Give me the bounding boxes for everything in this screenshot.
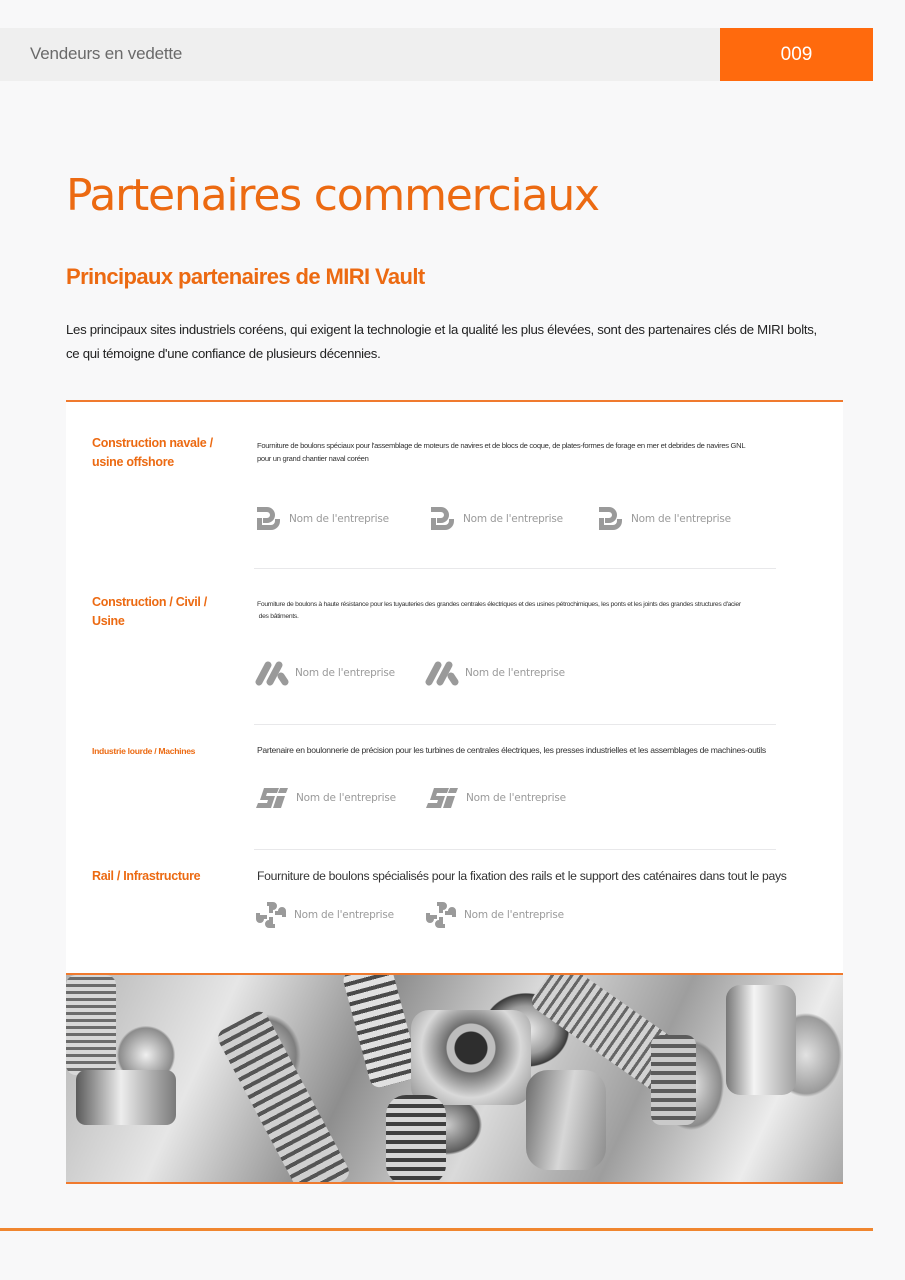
sector-description [257, 867, 787, 886]
intro-paragraph [66, 318, 826, 366]
hex-head-shape [526, 1070, 606, 1170]
bolt-shape [76, 1070, 176, 1125]
intro-line: Les principaux sites industriels coréens, qui exigent la technologie et la qualité les plus élevées, sont des partenaires clés de MIRI bolts, [66, 322, 817, 337]
sector-label-line: Construction navale / [92, 436, 213, 450]
partner-logos [254, 900, 564, 930]
partner-logo-item [254, 900, 424, 930]
sector-label-line: usine offshore [92, 455, 174, 469]
partner-name: Nom de l'entreprise [296, 792, 396, 804]
sector-description [257, 744, 766, 757]
partner-name: Nom de l'entreprise [466, 792, 566, 804]
partner-logos [254, 660, 565, 686]
curl-d-logo-icon [254, 504, 283, 533]
si-monogram-logo-icon [424, 785, 460, 811]
partner-logo-item [596, 504, 731, 533]
partner-logo-item [424, 785, 566, 811]
sector-label-line: Construction / Civil / [92, 595, 207, 609]
partner-logos [254, 504, 731, 533]
sector-label [92, 593, 222, 631]
partner-name: Nom de l'entreprise [289, 512, 389, 525]
page-title: Partenaires commerciaux [66, 170, 599, 221]
footer-rule [0, 1228, 873, 1231]
bolt-shape [66, 975, 116, 1075]
sector-label-line: Industrie lourde / Machines [92, 746, 196, 756]
sector-description [257, 599, 741, 623]
interlocking-knot-logo-icon [424, 900, 458, 930]
partner-logos [254, 785, 566, 811]
sector-label-line: Usine [92, 614, 125, 628]
hex-head-shape [726, 985, 796, 1095]
sector-label-line: Rail / Infrastructure [92, 869, 201, 883]
sector-label [92, 867, 252, 886]
description-line: Fourniture de boulons spécialisés pour la fixation des rails et le support des caténaires dans tout le pays [257, 869, 787, 883]
section-title: Vendeurs en vedette [30, 44, 183, 63]
interlocking-knot-logo-icon [254, 900, 288, 930]
partner-name: Nom de l'entreprise [295, 667, 395, 679]
partner-name: Nom de l'entreprise [294, 909, 394, 921]
slanted-m-logo-icon [424, 660, 459, 686]
bolt-shape [651, 1035, 696, 1125]
curl-d-logo-icon [428, 504, 457, 533]
description-line: des bâtiments. [257, 613, 299, 620]
partner-logo-item [424, 900, 564, 930]
hex-nut-shape [411, 1010, 531, 1105]
partners-card [66, 400, 843, 975]
partner-logo-item [254, 504, 428, 533]
page-subtitle: Principaux partenaires de MIRI Vault [66, 264, 425, 289]
sector-label [92, 742, 252, 761]
sector-divider [254, 849, 776, 850]
description-line: Fourniture de boulons spéciaux pour l'assemblage de moteurs de navires et de blocs de coque, de plates-formes de forage en mer et debrides de navires GNL [257, 441, 746, 450]
page-number-badge: 009 [720, 28, 873, 81]
bolt-shape [386, 1095, 446, 1184]
slanted-m-logo-icon [254, 660, 289, 686]
description-line: Partenaire en boulonnerie de précision pour les turbines de centrales électriques, les presses industrielles et les assemblages de machines-outils [257, 745, 766, 755]
partner-logo-item [424, 660, 565, 686]
partner-name: Nom de l'entreprise [631, 512, 731, 525]
si-monogram-logo-icon [254, 785, 290, 811]
sector-description [257, 439, 745, 465]
description-line: Fourniture de boulons à haute résistance pour les tuyauteries des grandes centrales électriques et des usines pétrochimiques, les ponts et les joints des grandes structures d'acier [257, 601, 741, 608]
partner-name: Nom de l'entreprise [465, 667, 565, 679]
sector-divider [254, 724, 776, 725]
partner-name: Nom de l'entreprise [464, 909, 564, 921]
partner-logo-item [254, 785, 424, 811]
bolts-and-nuts-photo [66, 973, 843, 1184]
partner-logo-item [254, 660, 424, 686]
curl-d-logo-icon [596, 504, 625, 533]
intro-line: ce qui témoigne d'une confiance de plusieurs décennies. [66, 346, 381, 361]
description-line: pour un grand chantier naval coréen [257, 454, 369, 463]
sector-label [92, 434, 222, 472]
bolt-shape [341, 973, 420, 1089]
bolt-shape [215, 1008, 353, 1184]
partner-name: Nom de l'entreprise [463, 512, 563, 525]
sector-divider [254, 568, 776, 569]
partner-logo-item [428, 504, 596, 533]
